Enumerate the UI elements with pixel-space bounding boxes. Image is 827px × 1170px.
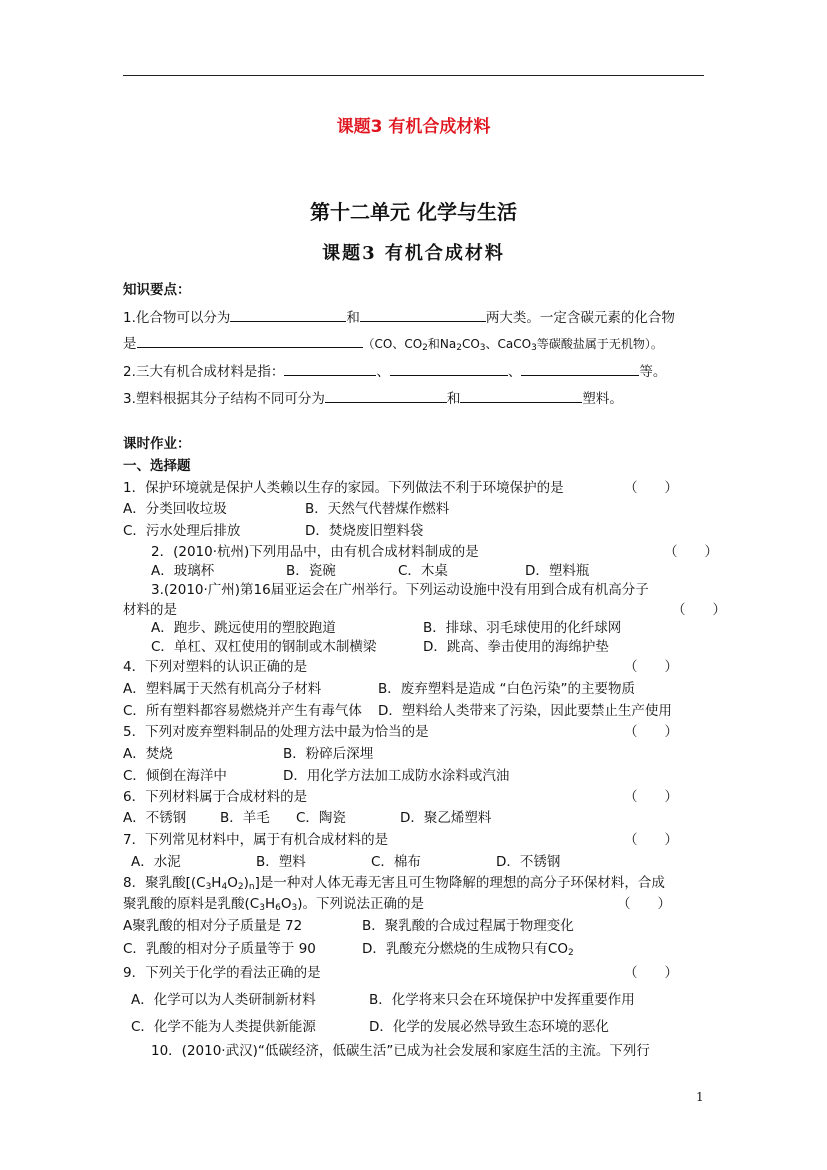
option-7a: A．水泥 <box>131 854 181 870</box>
option-9b: B．化学将来只会在环境保护中发挥重要作用 <box>369 992 635 1008</box>
blank-field <box>521 363 639 376</box>
question-2: 2．(2010·杭州)下列用品中，由有机合成材料制成的是 <box>151 544 479 560</box>
question-4: 4．下列对塑料的认识正确的是 <box>123 659 308 675</box>
option-6a: A．不锈钢 <box>123 810 187 826</box>
answer-paren: （ ） <box>617 896 671 912</box>
answer-paren: （ ） <box>624 789 678 805</box>
blank-field <box>325 390 447 403</box>
option-9a: A．化学可以为人类研制新材料 <box>131 992 316 1008</box>
answer-paren: （ ） <box>624 832 678 848</box>
option-7d: D．不锈钢 <box>496 854 561 870</box>
blank-field <box>390 363 508 376</box>
blank-field <box>137 335 363 348</box>
question-3: 3.(2010·广州)第16届亚运会在广州举行。下列运动设施中没有用到合成有机高分子 <box>151 582 649 598</box>
option-1b: B．天然气代替煤作燃料 <box>305 501 450 517</box>
option-3d: D．跳高、拳击使用的海绵护垫 <box>423 639 609 655</box>
option-9c: C．化学不能为人类提供新能源 <box>131 1019 316 1035</box>
answer-paren: （ ） <box>624 965 678 981</box>
lesson-title: 课题3 有机合成材料 <box>322 243 505 264</box>
option-9d: D．化学的发展必然导致生态环境的恶化 <box>369 1019 609 1035</box>
blank-field <box>284 363 376 376</box>
option-5c: C．倾倒在海洋中 <box>123 768 227 784</box>
option-3c: C．单杠、双杠使用的钢制或木制横梁 <box>151 639 377 655</box>
option-6d: D．聚乙烯塑料 <box>400 810 492 826</box>
blank-field <box>460 390 582 403</box>
option-5d: D．用化学方法加工成防水涂料或汽油 <box>283 768 510 784</box>
option-2a: A．玻璃杯 <box>151 563 215 579</box>
option-1a: A．分类回收垃圾 <box>123 501 227 517</box>
answer-paren: （ ） <box>664 544 718 560</box>
option-4d: D．塑料给人类带来了污染，因此要禁止生产使用 <box>378 703 672 719</box>
option-8b: B．聚乳酸的合成过程属于物理变化 <box>362 918 574 934</box>
answer-paren: （ ） <box>624 480 678 496</box>
option-4c: C．所有塑料都容易燃烧并产生有毒气体 <box>123 703 362 719</box>
option-4b: B．废弃塑料是造成 “白色污染”的主要物质 <box>378 681 636 697</box>
question-8-cont: 聚乳酸的原料是乳酸$(C_3H_6O_3)$。下列说法正确的是 <box>123 896 424 913</box>
option-3b: B．排球、羽毛球使用的化纤球网 <box>423 620 622 636</box>
question-7: 7．下列常见材料中，属于有机合成材料的是 <box>123 832 389 848</box>
unit-title: 第十二单元 化学与生活 <box>310 200 517 224</box>
section-heading: 一、选择题 <box>123 458 191 474</box>
knowledge-line-1b: 是 （CO、$CO_2$和$Na_2CO_3$、CaCO$_3$等碳酸盐属于无机物）。 <box>123 336 663 353</box>
blank-field <box>230 309 346 322</box>
option-7b: B．塑料 <box>256 854 306 870</box>
answer-paren: （ ） <box>672 602 726 618</box>
answer-paren: （ ） <box>624 724 678 740</box>
option-6c: C．陶瓷 <box>296 810 346 826</box>
header-rule <box>123 75 704 76</box>
blank-field <box>360 309 486 322</box>
option-4a: A．塑料属于天然有机高分子材料 <box>123 681 322 697</box>
option-3a: A．跑步、跳远使用的塑胶跑道 <box>151 620 336 636</box>
question-5: 5．下列对废弃塑料制品的处理方法中最为恰当的是 <box>123 724 429 740</box>
option-6b: B．羊毛 <box>220 810 270 826</box>
option-2c: C．木桌 <box>398 563 448 579</box>
question-3-cont: 材料的是 <box>123 602 177 618</box>
option-5b: B．粉碎后深埋 <box>283 746 374 762</box>
page-number: 1 <box>696 1090 704 1104</box>
option-2b: B．瓷碗 <box>286 563 336 579</box>
option-8a: A聚乳酸的相对分子质量是 72 <box>123 918 303 934</box>
knowledge-line-1: 1.化合物可以分为 和 两大类。一定含碳元素的化合物 <box>123 310 675 326</box>
question-6: 6．下列材料属于合成材料的是 <box>123 789 308 805</box>
question-10: 10．(2010·武汉)“低碳经济，低碳生活”已成为社会发展和家庭生活的主流。下列行 <box>151 1043 650 1059</box>
homework-heading: 课时作业： <box>123 436 191 452</box>
question-9: 9．下列关于化学的看法正确的是 <box>123 965 321 981</box>
knowledge-heading: 知识要点： <box>123 282 191 298</box>
knowledge-line-2: 2.三大有机合成材料是指： 、 、 等。 <box>123 364 667 380</box>
option-1c: C．污水处理后排放 <box>123 523 241 539</box>
answer-paren: （ ） <box>624 659 678 675</box>
option-2d: D．塑料瓶 <box>525 563 590 579</box>
question-8: 8．聚乳酸$[(C_3H_4O_2)_n]$是一种对人体无毒无害且可生物降解的理想的高分子环保材料，合成 <box>123 875 665 892</box>
option-8d: D．乳酸充分燃烧的生成物只有$CO_2$ <box>362 941 574 958</box>
knowledge-line-3: 3.塑料根据其分子结构不同可分为 和 塑料。 <box>123 391 623 407</box>
question-1: 1．保护环境就是保护人类赖以生存的家园。下列做法不利于环境保护的是 <box>123 480 564 496</box>
option-7c: C．棉布 <box>371 854 421 870</box>
option-1d: D．焚烧废旧塑料袋 <box>305 523 424 539</box>
option-5a: A．焚烧 <box>123 746 173 762</box>
page-title: 课题3 有机合成材料 <box>336 117 491 137</box>
option-8c: C．乳酸的相对分子质量等于 90 <box>123 941 316 957</box>
